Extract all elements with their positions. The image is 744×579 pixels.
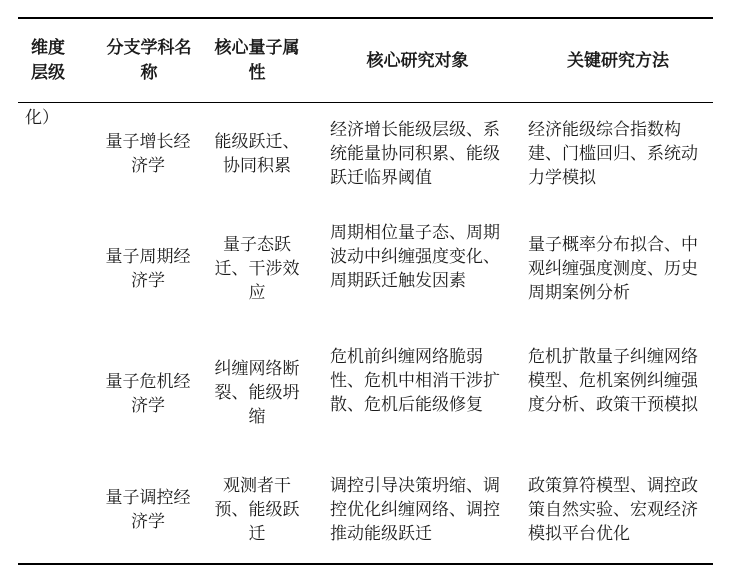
header-dimension-level: 维度层级: [31, 38, 65, 83]
header-key-research-method: 关键研究方法: [567, 51, 669, 71]
first-column-fragment: 化）: [25, 108, 59, 128]
row-4-research-object: 调控引导决策坍缩、调控优化纠缠网络、调控推动能级跃迁: [330, 476, 500, 544]
table-header-rule: [18, 102, 713, 103]
row-2-research-method: 量子概率分布拟合、中观纠缠强度测度、历史周期案例分析: [528, 235, 698, 303]
row-3-branch-name: 量子危机经济学: [105, 372, 191, 416]
table-top-rule: [18, 17, 713, 19]
header-core-quantum-attribute: 核心量子属性: [214, 38, 300, 83]
row-1-branch-name: 量子增长经济学: [105, 132, 191, 176]
header-branch-name: 分支学科名称: [106, 38, 192, 83]
header-core-research-object: 核心研究对象: [366, 51, 469, 71]
row-1-research-object: 经济增长能级层级、系统能量协同积累、能级跃迁临界阈值: [330, 120, 500, 188]
row-3-research-method: 危机扩散量子纠缠网络模型、危机案例纠缠强度分析、政策干预模拟: [528, 347, 698, 415]
row-4-research-method: 政策算符模型、调控政策自然实验、宏观经济模拟平台优化: [528, 476, 698, 544]
row-2-research-object: 周期相位量子态、周期波动中纠缠强度变化、周期跃迁触发因素: [330, 223, 500, 291]
row-3-quantum-attribute: 纠缠网络断裂、能级坍缩: [214, 359, 300, 427]
row-1-research-method: 经济能级综合指数构建、门槛回归、系统动力学模拟: [528, 120, 698, 188]
row-4-branch-name: 量子调控经济学: [105, 488, 191, 532]
row-2-quantum-attribute: 量子态跃迁、干涉效应: [214, 235, 300, 303]
table-bottom-rule: [18, 563, 713, 565]
row-3-research-object: 危机前纠缠网络脆弱性、危机中相消干涉扩散、危机后能级修复: [330, 347, 500, 415]
row-2-branch-name: 量子周期经济学: [105, 247, 191, 291]
row-1-quantum-attribute: 能级跃迁、协同积累: [214, 132, 300, 176]
row-4-quantum-attribute: 观测者干预、能级跃迁: [214, 476, 300, 544]
